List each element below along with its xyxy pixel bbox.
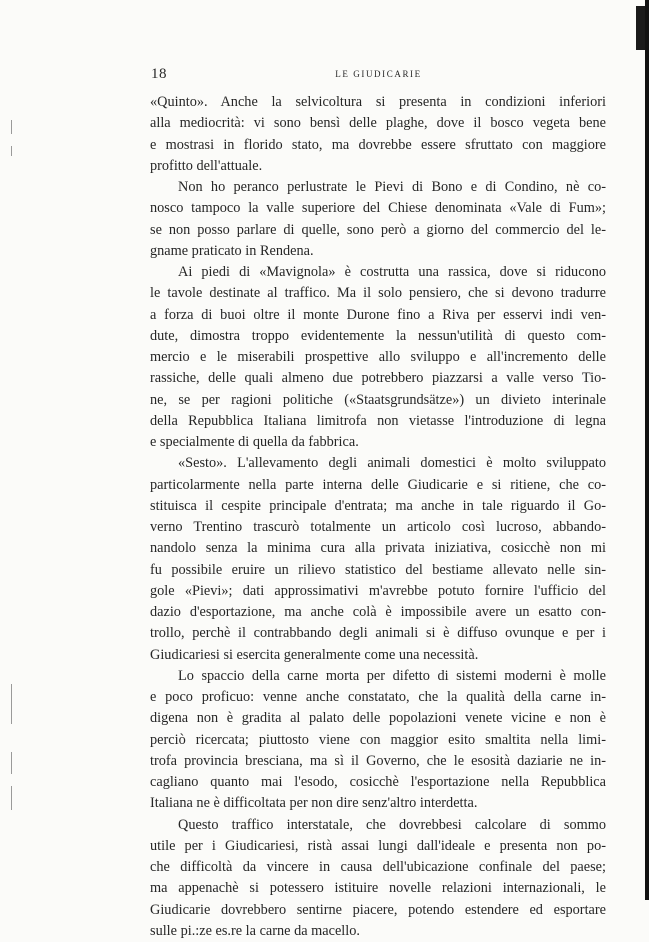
text-line: gole «Pievi»; dati approssimativi m'avrebbe potuto fornire l'ufficio del <box>150 581 606 602</box>
text-line: Ai piedi di «Mavignola» è costrutta una rassica, dove si riducono <box>150 262 606 283</box>
text-line: Italiana ne è difficoltata per non dire senz'altro interdetta. <box>150 793 606 814</box>
text-line: profitto dell'attuale. <box>150 156 606 177</box>
page-header <box>151 66 606 86</box>
text-line: sulle pi.:ze es.re la carne da macello. <box>150 921 606 942</box>
text-line: le tavole destinate al traffico. Ma il solo pensiero, che si devono tradurre <box>150 283 606 304</box>
text-line: e poco proficuo: venne anche constatato, che la qualità della carne in- <box>150 687 606 708</box>
text-line: e mostrasi in florido stato, ma dovrebbe essere sfruttato con maggiore <box>150 135 606 156</box>
page-edge <box>645 0 649 900</box>
paragraph <box>150 453 606 666</box>
text-line: perciò ricercata; piuttosto viene con maggior esito smaltita nella limi- <box>150 730 606 751</box>
text-line: mercio e le miserabili prospettive allo sviluppo e all'incremento delle <box>150 347 606 368</box>
text-line: ma appenachè si potessero istituire novelle relazioni internazionali, le <box>150 878 606 899</box>
page-number: 18 <box>151 66 167 83</box>
text-line: particolarmente nella parte interna delle Giudicarie e si ritiene, che co- <box>150 475 606 496</box>
text-line: Lo spaccio della carne morta per difetto di sistemi moderni è molle <box>150 666 606 687</box>
text-line: e specialmente di quella da fabbrica. <box>150 432 606 453</box>
text-line: dute, dimostra troppo evidentemente la nessun'utilità di questo com- <box>150 326 606 347</box>
text-line: digena non è gradita al palato delle popolazioni venete vicine e non è <box>150 708 606 729</box>
text-line: cagliano quanto mai l'esodo, cosicchè l'esportazione nella Repubblica <box>150 772 606 793</box>
text-line: Questo traffico interstatale, che dovrebbesi calcolare di sommo <box>150 815 606 836</box>
text-line: fu possibile eruire un rilievo statistico del bestiame allevato nelle sin- <box>150 560 606 581</box>
text-line: nosco tampoco la valle superiore del Chiese denominata «Vale di Fum»; <box>150 198 606 219</box>
body-text <box>150 92 606 942</box>
paragraph <box>150 815 606 942</box>
text-line: trofa provincia bresciana, ma sì il Governo, che le esosità daziarie ne in- <box>150 751 606 772</box>
text-line: ne, se per ragioni politiche («Staatsgrundsätze») un divieto interinale <box>150 390 606 411</box>
paragraph <box>150 262 606 453</box>
text-line: utile per i Giudicariesi, ristà assai lungi dall'ideale e presenta non po- <box>150 836 606 857</box>
text-line: Giudicarie dovrebbero sentirne piacere, potendo estendere ed esportare <box>150 900 606 921</box>
text-line: a forza di buoi oltre il monte Durone fino a Riva per esservi indi ven- <box>150 305 606 326</box>
text-line: dazio d'esportazione, ma anche colà è impossibile avere un esatto con- <box>150 602 606 623</box>
running-title: LE GIUDICARIE <box>151 69 606 79</box>
text-line: Giudicariesi si esercita generalmente come una necessità. <box>150 645 606 666</box>
paragraph <box>150 666 606 815</box>
text-line: Non ho peranco perlustrate le Pievi di Bono e di Condino, nè co- <box>150 177 606 198</box>
text-line: «Sesto». L'allevamento degli animali domestici è molto sviluppato <box>150 453 606 474</box>
text-line: stituisca il cespite principale d'entrata; ma anche in tale riguardo il Go- <box>150 496 606 517</box>
text-line: della Repubblica Italiana limitrofa non vietasse l'introduzione di legna <box>150 411 606 432</box>
text-line: rassiche, delle quali almeno due potrebbero piazzarsi a valle verso Tio- <box>150 368 606 389</box>
text-line: alla mediocrità: vi sono bensì delle plaghe, dove il bosco vegeta bene <box>150 113 606 134</box>
corner-mark <box>636 6 645 50</box>
text-line: trollo, perchè il contrabbando degli animali si è diffuso ovunque e per i <box>150 623 606 644</box>
text-line: nandolo senza la minima cura alla privata iniziativa, cosicchè non mi <box>150 538 606 559</box>
paragraph <box>150 92 606 177</box>
text-line: «Quinto». Anche la selvicoltura si presenta in condizioni inferiori <box>150 92 606 113</box>
text-line: che difficoltà da vincere in causa dell'ubicazione confinale del paese; <box>150 857 606 878</box>
paragraph <box>150 177 606 262</box>
text-line: verno Trentino trascurò totalmente un articolo così lucroso, abbando- <box>150 517 606 538</box>
text-line: se non posso parlare di quelle, sono però a giorno del commercio del le- <box>150 220 606 241</box>
text-line: gname praticato in Rendena. <box>150 241 606 262</box>
